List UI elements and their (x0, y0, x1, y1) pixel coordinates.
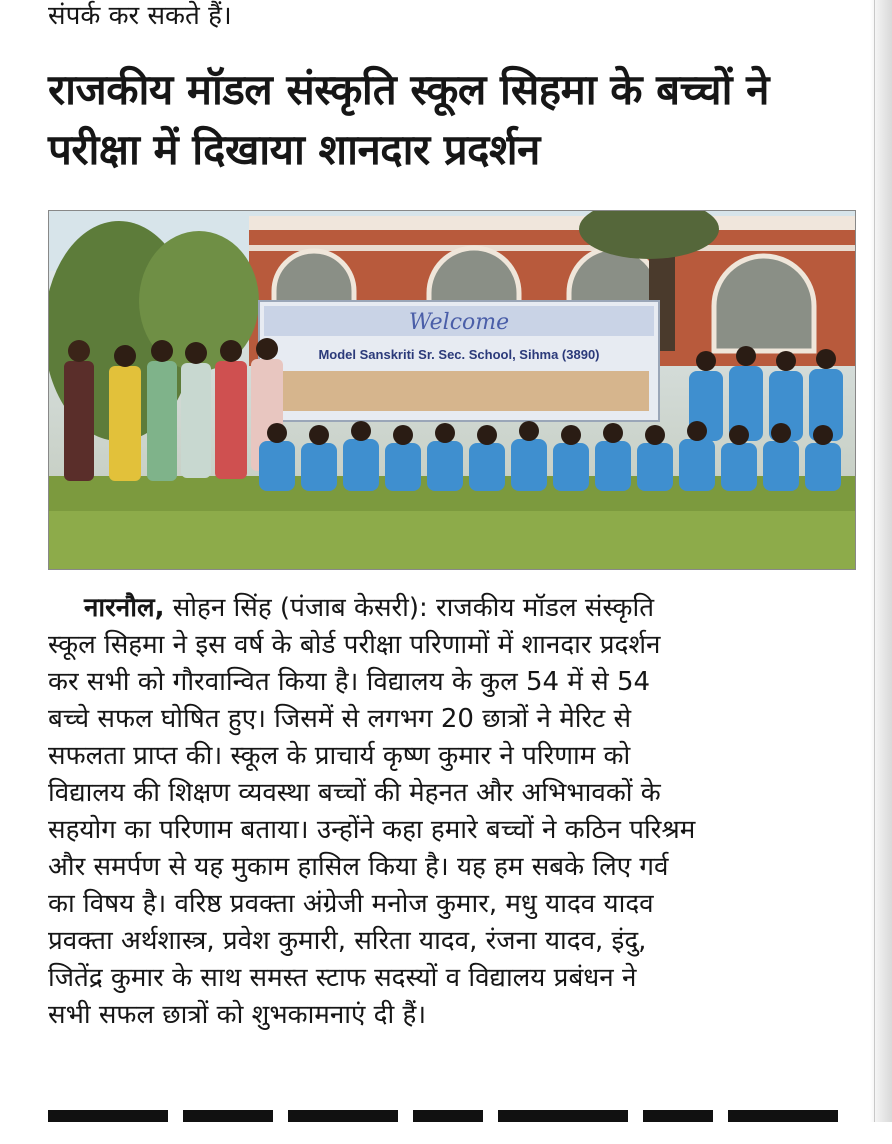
body-line-1 (48, 590, 860, 627)
headline-line-1: राजकीय मॉडल संस्कृति स्कूल सिहमा के बच्चों ने (48, 65, 769, 114)
body-line-6: विद्यालय की शिक्षण व्यवस्था बच्चों की मेहनत और अभिभावकों के (48, 778, 661, 808)
body-line-4: बच्चे सफल घोषित हुए। जिसमें से लगभग 20 छात्रों ने मेरिट से (48, 704, 632, 734)
body-line-3: कर सभी को गौरवान्वित किया है। विद्यालय के कुल 54 में से 54 (48, 667, 651, 697)
dateline: नारनौल, (84, 593, 165, 623)
group-photo (49, 211, 855, 569)
body-line-7: सहयोग का परिणाम बताया। उन्होंने कहा हमारे बच्चों ने कठिन परिश्रम (48, 815, 696, 845)
body-line-12: सभी सफल छात्रों को शुभकामनाएं दी हैं। (48, 1000, 427, 1030)
previous-article-tail: संपर्क कर सकते हैं। (48, 1, 232, 31)
banner-welcome-text: Welcome (408, 310, 510, 335)
body-line-10: प्रवक्ता अर्थशास्त्र, प्रवेश कुमारी, सरिता यादव, रंजना यादव, इंदु, (48, 926, 647, 956)
welcome-banner (259, 301, 659, 421)
body-line-8: और समर्पण से यह मुकाम हासिल किया है। यह हम सबके लिए गर्व (48, 852, 669, 882)
body-line-9: का विषय है। वरिष्ठ प्रवक्ता अंग्रेजी मनोज कुमार, मधु यादव यादव (48, 889, 654, 919)
body-line-11: जितेंद्र कुमार के साथ समस्त स्टाफ सदस्यों व विद्यालय प्रबंधन ने (48, 963, 637, 993)
article-headline (48, 60, 858, 180)
article-body (48, 590, 860, 1034)
banner-school-text: Model Sanskriti Sr. Sec. School, Sihma (3890) (318, 347, 600, 362)
byline-text: सोहन सिंह (पंजाब केसरी): राजकीय मॉडल संस्कृति (164, 593, 655, 623)
next-headline-cut (48, 1104, 848, 1144)
headline-line-2: परीक्षा में दिखाया शानदार प्रदर्शन (48, 125, 540, 174)
page-fold-edge (870, 0, 892, 1122)
article-photo (48, 210, 856, 570)
body-line-2: स्कूल सिहमा ने इस वर्ष के बोर्ड परीक्षा परिणामों में शानदार प्रदर्शन (48, 630, 661, 660)
body-line-5: सफलता प्राप्त की। स्कूल के प्राचार्य कृष्ण कुमार ने परिणाम को (48, 741, 631, 771)
